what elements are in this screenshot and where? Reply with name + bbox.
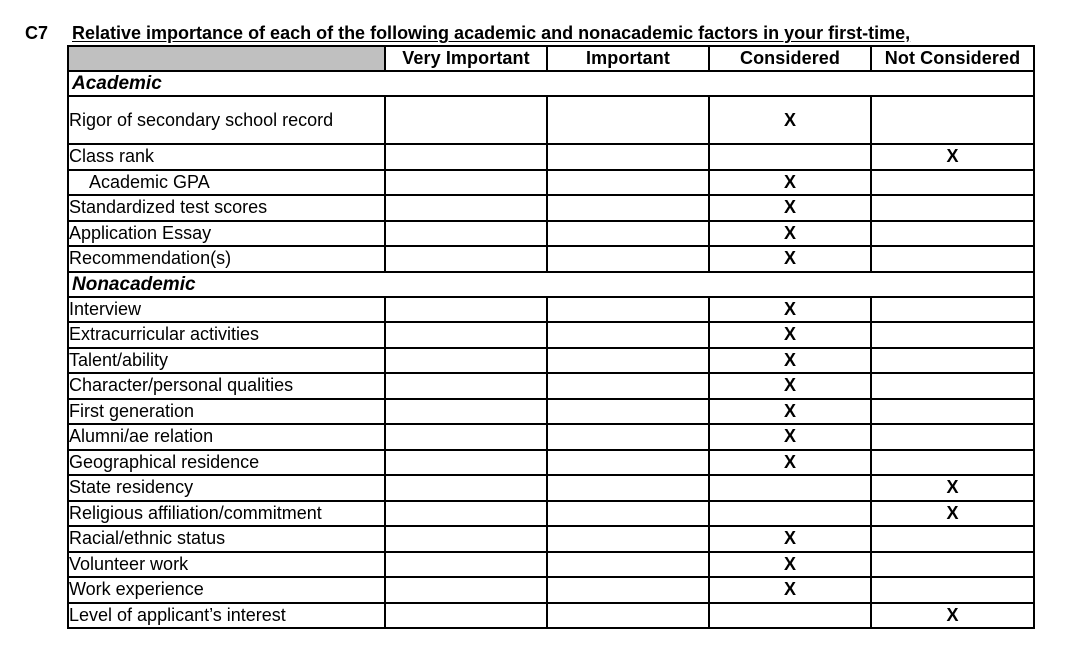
- rating-cell: [547, 552, 709, 578]
- column-header: Important: [547, 46, 709, 71]
- rating-cell: [385, 348, 547, 374]
- header-row: [68, 46, 1034, 71]
- rating-cell: X: [709, 424, 871, 450]
- rating-cell: X: [709, 221, 871, 247]
- table-row: [68, 399, 1034, 425]
- factor-label: Work experience: [68, 577, 385, 603]
- factor-label: Character/personal qualities: [68, 373, 385, 399]
- rating-cell: [547, 424, 709, 450]
- rating-cell: X: [709, 170, 871, 196]
- rating-cell: [871, 96, 1034, 144]
- rating-cell: X: [709, 246, 871, 272]
- rating-cell: X: [871, 144, 1034, 170]
- factor-label: Extracurricular activities: [68, 322, 385, 348]
- rating-cell: X: [709, 526, 871, 552]
- question-title: Relative importance of each of the following academic and nonacademic factors in your first-time,: [72, 23, 911, 43]
- rating-cell: X: [709, 195, 871, 221]
- section-title: Academic: [68, 71, 1034, 96]
- rating-cell: [871, 373, 1034, 399]
- rating-cell: [547, 501, 709, 527]
- rating-cell: [385, 450, 547, 476]
- factor-label: Level of applicant’s interest: [68, 603, 385, 629]
- table-row: [68, 424, 1034, 450]
- table-row: [68, 348, 1034, 374]
- rating-cell: [871, 399, 1034, 425]
- factor-label: Racial/ethnic status: [68, 526, 385, 552]
- rating-cell: [385, 603, 547, 629]
- rating-cell: [871, 450, 1034, 476]
- rating-cell: [385, 577, 547, 603]
- factor-label: Geographical residence: [68, 450, 385, 476]
- rating-cell: [385, 170, 547, 196]
- factor-label: First generation: [68, 399, 385, 425]
- table-row: [68, 603, 1034, 629]
- rating-cell: X: [709, 373, 871, 399]
- factor-label: Recommendation(s): [68, 246, 385, 272]
- factor-label: Application Essay: [68, 221, 385, 247]
- rating-cell: [547, 195, 709, 221]
- table-row: [68, 501, 1034, 527]
- rating-cell: [547, 603, 709, 629]
- section-title: Nonacademic: [68, 272, 1034, 297]
- header-blank-cell: [68, 46, 385, 71]
- rating-cell: [547, 577, 709, 603]
- rating-cell: [385, 552, 547, 578]
- rating-cell: [547, 322, 709, 348]
- table-row: [68, 552, 1034, 578]
- table-row: [68, 526, 1034, 552]
- rating-cell: X: [709, 450, 871, 476]
- rating-cell: [871, 322, 1034, 348]
- table-row: [68, 96, 1034, 144]
- rating-cell: [547, 526, 709, 552]
- section-header-row: [68, 272, 1034, 297]
- rating-cell: [547, 450, 709, 476]
- rating-cell: X: [709, 399, 871, 425]
- table-row: [68, 373, 1034, 399]
- rating-cell: X: [709, 552, 871, 578]
- rating-cell: X: [871, 475, 1034, 501]
- rating-cell: [385, 322, 547, 348]
- rating-cell: [871, 195, 1034, 221]
- table-row: [68, 221, 1034, 247]
- rating-cell: [385, 246, 547, 272]
- question-id: C7: [25, 23, 49, 43]
- rating-cell: [709, 475, 871, 501]
- rating-cell: [547, 373, 709, 399]
- rating-cell: [871, 348, 1034, 374]
- rating-cell: X: [709, 322, 871, 348]
- rating-cell: [871, 552, 1034, 578]
- section-header-row: [68, 71, 1034, 96]
- factor-label: Rigor of secondary school record: [68, 96, 385, 144]
- rating-cell: [385, 96, 547, 144]
- rating-cell: [871, 297, 1034, 323]
- rating-cell: [709, 501, 871, 527]
- rating-cell: X: [871, 603, 1034, 629]
- factor-label: Alumni/ae relation: [68, 424, 385, 450]
- factor-label: Academic GPA: [68, 170, 385, 196]
- rating-cell: [709, 144, 871, 170]
- rating-cell: [385, 221, 547, 247]
- rating-cell: [871, 577, 1034, 603]
- factor-label: Talent/ability: [68, 348, 385, 374]
- rating-cell: [385, 297, 547, 323]
- rating-cell: [385, 501, 547, 527]
- rating-cell: [547, 144, 709, 170]
- factor-label: State residency: [68, 475, 385, 501]
- rating-cell: [547, 399, 709, 425]
- rating-cell: [709, 603, 871, 629]
- table-body: [68, 71, 1034, 628]
- factor-label: Religious affiliation/commitment: [68, 501, 385, 527]
- column-header: Not Considered: [871, 46, 1034, 71]
- rating-cell: [385, 195, 547, 221]
- rating-cell: [547, 348, 709, 374]
- factor-label: Volunteer work: [68, 552, 385, 578]
- rating-cell: [871, 526, 1034, 552]
- factor-label: Interview: [68, 297, 385, 323]
- rating-cell: [547, 96, 709, 144]
- rating-cell: [385, 373, 547, 399]
- column-header: Very Important: [385, 46, 547, 71]
- column-header: Considered: [709, 46, 871, 71]
- table-row: [68, 144, 1034, 170]
- factor-label: Standardized test scores: [68, 195, 385, 221]
- rating-cell: [547, 297, 709, 323]
- admission-factors-table: [67, 45, 1035, 629]
- table-row: [68, 195, 1034, 221]
- rating-cell: X: [709, 96, 871, 144]
- factor-label: Class rank: [68, 144, 385, 170]
- rating-cell: X: [709, 577, 871, 603]
- table-row: [68, 170, 1034, 196]
- rating-cell: [871, 170, 1034, 196]
- rating-cell: [871, 424, 1034, 450]
- rating-cell: [385, 475, 547, 501]
- table-row: [68, 322, 1034, 348]
- table-row: [68, 246, 1034, 272]
- table-row: [68, 450, 1034, 476]
- rating-cell: X: [871, 501, 1034, 527]
- rating-cell: [871, 221, 1034, 247]
- rating-cell: [547, 246, 709, 272]
- rating-cell: X: [709, 348, 871, 374]
- rating-cell: [547, 221, 709, 247]
- rating-cell: [385, 399, 547, 425]
- rating-cell: X: [709, 297, 871, 323]
- rating-cell: [385, 144, 547, 170]
- rating-cell: [385, 424, 547, 450]
- table-row: [68, 297, 1034, 323]
- table-row: [68, 577, 1034, 603]
- rating-cell: [871, 246, 1034, 272]
- rating-cell: [385, 526, 547, 552]
- rating-cell: [547, 170, 709, 196]
- table-row: [68, 475, 1034, 501]
- rating-cell: [547, 475, 709, 501]
